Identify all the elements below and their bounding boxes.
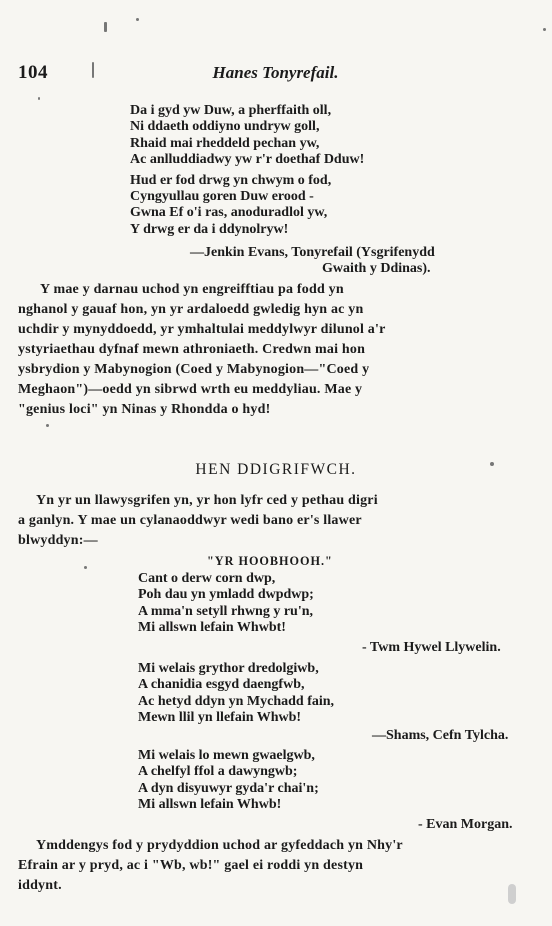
poem-line: Ac anlluddiadwy yw r'r doethaf Dduw!: [130, 152, 365, 168]
scan-speck: [136, 18, 139, 21]
poem-line: Y drwg er da i ddynolryw!: [130, 221, 289, 237]
paragraph-line: Efrain ar y pryd, ac i "Wb, wb!" gael ei roddi yn destyn: [18, 858, 364, 873]
poem-line: Mi allswn lefain Whwbt!: [138, 620, 286, 636]
scan-speck: [38, 97, 40, 100]
poem-line: Cyngyullau goren Duw erood -: [130, 189, 314, 205]
running-title: Hanes Tonyrefail.: [212, 63, 339, 82]
poem-2-title: "YR HOOBHOOH.": [207, 554, 333, 568]
scan-speck: [508, 884, 516, 904]
poem-1-attribution: —Jenkin Evans, Tonyrefail (Ysgrifenydd: [190, 245, 435, 260]
paragraph-line: nghanol y gauaf hon, yn yr ardaloedd gwledig hyn ac yn: [18, 302, 364, 317]
scan-speck: [46, 424, 49, 427]
poem-line: Ni ddaeth oddiyno undryw goll,: [130, 119, 320, 135]
poem-line: Da i gyd yw Duw, a pherffaith oll,: [130, 103, 332, 118]
scan-speck: [104, 22, 107, 32]
poem-2-stanza-2: [138, 661, 334, 727]
poem-line: Mewn llil yn llefain Whwb!: [138, 710, 302, 726]
poem-1: [130, 103, 364, 238]
paragraph-line: iddynt.: [18, 878, 62, 893]
poem-line: Poh dau yn ymladd dwpdwp;: [138, 587, 314, 603]
stanza-attribution: —Shams, Cefn Tylcha.: [372, 728, 509, 743]
poem-line: Mi welais grythor dredolgiwb,: [138, 661, 319, 676]
paragraph-line: ystyriaethau dyfnaf mewn athroniaeth. Credwn mai hon: [18, 342, 366, 357]
poem-1-attribution-continued: Gwaith y Ddinas).: [322, 261, 431, 276]
page-number: 104: [18, 62, 48, 83]
poem-line: Mi welais lo mewn gwaelgwb,: [138, 748, 315, 763]
poem-line: A chanidia esgyd daengfwb,: [138, 677, 305, 693]
scan-speck: [543, 28, 546, 31]
poem-2-stanza-1: [138, 571, 314, 637]
poem-line: Gwna Ef o'i ras, anoduradlol yw,: [130, 205, 328, 221]
paragraph-line: "genius loci" yn Ninas y Rhondda o hyd!: [18, 402, 271, 417]
section-heading: HEN DDIGRIFWCH.: [195, 461, 357, 478]
paragraph-line: Ymddengys fod y prydyddion uchod ar gyfeddach yn Nhy'r: [36, 838, 403, 853]
paragraph-line: Yn yr un llawysgrifen yn, yr hon lyfr ced y pethau digri: [36, 493, 378, 508]
poem-line: Cant o derw corn dwp,: [138, 571, 276, 586]
poem-line: Hud er fod drwg yn chwym o fod,: [130, 172, 332, 188]
poem-line: A chelfyl ffol a dawyngwb;: [138, 764, 298, 780]
paragraph-line: blwyddyn:—: [18, 533, 98, 548]
paragraph-line: Meghaon")—oedd yn sibrwd wrth eu meddyliau. Mae y: [18, 382, 363, 397]
poem-line: A dyn disyuwyr gyda'r chai'n;: [138, 780, 319, 796]
stanza-attribution: - Evan Morgan.: [418, 817, 513, 832]
paragraph-line: a ganlyn. Y mae un cylanaoddwyr wedi bano er's llawer: [18, 513, 362, 528]
stanza-attribution: - Twm Hywel Llywelin.: [362, 640, 501, 655]
poem-line: A mma'n setyll rhwng y ru'n,: [138, 603, 314, 619]
paragraph-line: uchdir y mynyddoedd, yr ymhaltulai meddylwyr dilunol a'r: [18, 322, 386, 337]
page-header: [18, 62, 533, 84]
poem-line: Mi allswn lefain Whwb!: [138, 797, 282, 813]
poem-line: Ac hetyd ddyn yn Mychadd fain,: [138, 693, 335, 709]
paragraph-line: Y mae y darnau uchod yn engreifftiau pa fodd yn: [40, 282, 344, 297]
poem-2-stanza-3: [138, 748, 319, 814]
paragraph-line: ysbrydion y Mabynogion (Coed y Mabynogion—"Coed y: [18, 362, 370, 377]
poem-line: Rhaid mai rheddeld pechan yw,: [130, 135, 320, 151]
